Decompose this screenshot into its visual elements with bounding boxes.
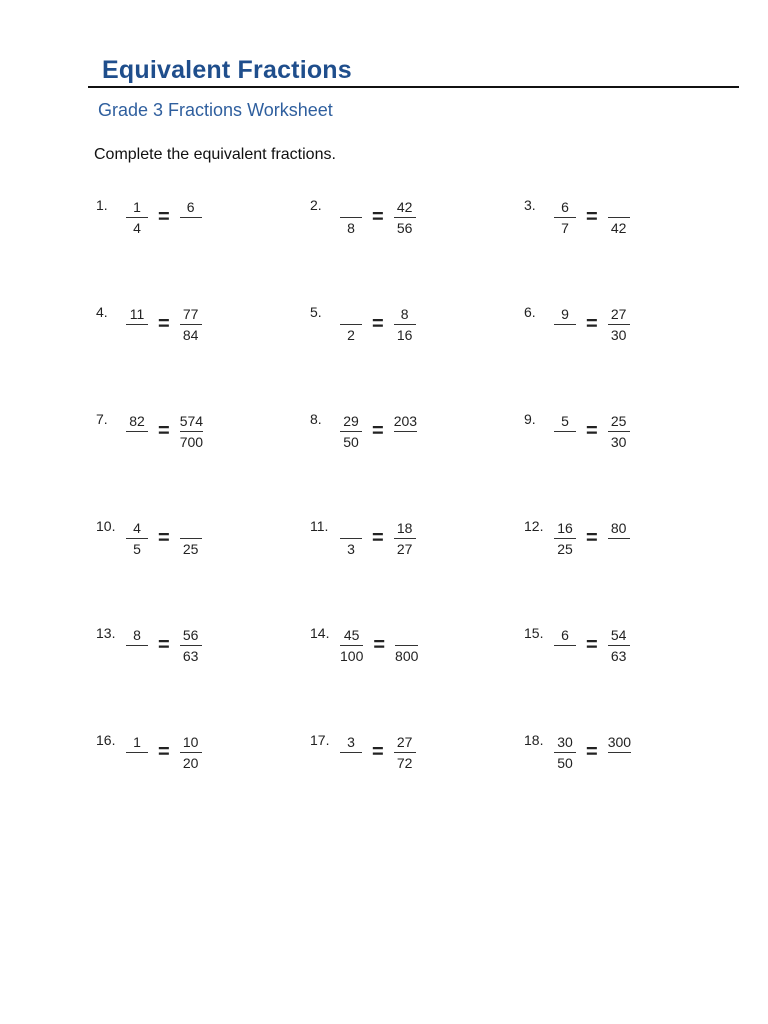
fraction xyxy=(606,198,632,237)
fraction-bar xyxy=(394,752,416,753)
denominator: 30 xyxy=(610,326,627,343)
problem-number: 4. xyxy=(96,304,108,320)
numerator xyxy=(613,198,625,216)
problem-number: 16. xyxy=(96,732,116,748)
problem-item xyxy=(310,729,418,775)
equals-sign: = xyxy=(586,741,598,763)
denominator: 30 xyxy=(610,433,627,450)
fraction-bar xyxy=(608,431,630,432)
fraction-bar xyxy=(180,645,202,646)
denominator: 2 xyxy=(347,326,355,343)
numerator: 18 xyxy=(396,519,413,536)
fraction-bar xyxy=(394,217,416,218)
equals-sign: = xyxy=(586,206,598,228)
fraction-bar xyxy=(554,752,576,753)
fraction-bar xyxy=(126,538,148,539)
fraction xyxy=(552,198,578,237)
problem-number: 5. xyxy=(310,304,322,320)
fraction-bar xyxy=(126,645,148,646)
problem-item xyxy=(524,301,632,347)
fraction xyxy=(606,626,632,665)
fraction xyxy=(178,412,205,451)
fraction-bar xyxy=(394,431,417,432)
fraction-bar xyxy=(126,752,148,753)
fraction xyxy=(124,626,150,665)
problem-item xyxy=(96,408,205,454)
equals-sign: = xyxy=(586,420,598,442)
problem-item xyxy=(96,301,204,347)
fraction xyxy=(393,626,420,665)
denominator: 3 xyxy=(347,540,355,557)
denominator xyxy=(559,647,571,665)
denominator xyxy=(131,647,143,665)
fraction xyxy=(338,198,364,237)
problem-item xyxy=(310,622,420,668)
denominator: 42 xyxy=(610,219,627,236)
denominator: 16 xyxy=(396,326,413,343)
fraction-bar xyxy=(180,324,202,325)
fraction xyxy=(124,198,150,237)
fraction xyxy=(338,626,365,665)
equals-sign: = xyxy=(372,206,384,228)
numerator: 203 xyxy=(393,412,418,429)
numerator: 574 xyxy=(179,412,204,429)
fraction xyxy=(606,412,632,451)
fraction xyxy=(392,305,418,344)
denominator: 27 xyxy=(396,540,413,557)
denominator xyxy=(345,754,357,772)
fraction xyxy=(124,412,150,451)
fraction xyxy=(178,626,204,665)
equals-sign: = xyxy=(158,313,170,335)
numerator: 42 xyxy=(396,198,413,215)
problem-number: 13. xyxy=(96,625,116,641)
fraction-bar xyxy=(608,217,630,218)
fraction xyxy=(392,412,419,451)
numerator: 45 xyxy=(343,626,360,643)
equals-sign: = xyxy=(158,420,170,442)
fraction xyxy=(124,733,150,772)
numerator: 54 xyxy=(610,626,627,643)
problem-number: 11. xyxy=(310,518,329,534)
denominator: 25 xyxy=(182,540,199,557)
equals-sign: = xyxy=(158,206,170,228)
fraction xyxy=(606,519,632,558)
numerator: 6 xyxy=(561,626,569,643)
denominator: 72 xyxy=(396,754,413,771)
problem-item xyxy=(96,622,204,668)
denominator xyxy=(185,219,197,237)
fraction-bar xyxy=(394,324,416,325)
fraction xyxy=(552,626,578,665)
numerator: 56 xyxy=(182,626,199,643)
denominator: 8 xyxy=(347,219,355,236)
fraction xyxy=(178,305,204,344)
denominator: 100 xyxy=(340,647,364,664)
fraction xyxy=(392,519,418,558)
fraction-bar xyxy=(395,645,418,646)
fraction-bar xyxy=(126,431,148,432)
numerator: 29 xyxy=(343,412,359,429)
fraction-bar xyxy=(340,752,362,753)
equals-sign: = xyxy=(158,741,170,763)
numerator: 3 xyxy=(347,733,355,750)
numerator xyxy=(401,626,413,644)
problem-item xyxy=(96,194,204,240)
numerator xyxy=(345,305,357,323)
numerator: 25 xyxy=(610,412,627,429)
fraction-bar xyxy=(126,217,148,218)
denominator xyxy=(559,326,571,344)
fraction-bar xyxy=(608,538,630,539)
denominator: 50 xyxy=(343,433,359,450)
denominator xyxy=(131,433,143,451)
numerator: 6 xyxy=(186,198,195,215)
fraction-bar xyxy=(554,217,576,218)
problem-number: 2. xyxy=(310,197,322,213)
problem-item xyxy=(524,729,633,775)
fraction-bar xyxy=(608,324,630,325)
numerator xyxy=(345,198,357,216)
numerator: 9 xyxy=(561,305,569,322)
problem-number: 1. xyxy=(96,197,108,213)
fraction-bar xyxy=(180,538,202,539)
problem-item xyxy=(310,408,419,454)
fraction xyxy=(124,519,150,558)
problem-number: 17. xyxy=(310,732,330,748)
problem-item xyxy=(310,194,418,240)
numerator: 4 xyxy=(133,519,141,536)
fraction-bar xyxy=(608,752,631,753)
fraction xyxy=(552,305,578,344)
fraction xyxy=(178,519,204,558)
equals-sign: = xyxy=(372,313,384,335)
fraction xyxy=(552,733,578,772)
problem-item xyxy=(524,622,632,668)
problem-number: 9. xyxy=(524,411,536,427)
fraction-bar xyxy=(394,538,416,539)
problem-item xyxy=(524,194,632,240)
fraction xyxy=(124,305,150,344)
problem-number: 7. xyxy=(96,411,108,427)
fraction-bar xyxy=(340,645,363,646)
fraction-bar xyxy=(180,217,202,218)
denominator: 800 xyxy=(395,647,419,664)
fraction xyxy=(178,198,204,237)
numerator: 30 xyxy=(557,733,573,750)
problem-item xyxy=(96,515,204,561)
problem-number: 6. xyxy=(524,304,536,320)
numerator: 10 xyxy=(182,733,199,750)
denominator xyxy=(613,540,625,558)
fraction xyxy=(552,412,578,451)
fraction xyxy=(178,733,204,772)
denominator: 700 xyxy=(179,433,204,450)
numerator: 27 xyxy=(610,305,627,322)
equals-sign: = xyxy=(586,313,598,335)
problem-number: 12. xyxy=(524,518,544,534)
fraction-bar xyxy=(340,324,362,325)
fraction-bar xyxy=(554,431,576,432)
equals-sign: = xyxy=(372,741,384,763)
fraction xyxy=(338,519,364,558)
denominator: 56 xyxy=(396,219,413,236)
numerator: 300 xyxy=(607,733,632,750)
denominator: 20 xyxy=(182,754,199,771)
denominator xyxy=(131,754,143,772)
fraction xyxy=(606,305,632,344)
equals-sign: = xyxy=(158,634,170,656)
equals-sign: = xyxy=(372,420,384,442)
denominator: 84 xyxy=(182,326,199,343)
denominator xyxy=(131,326,143,344)
fraction xyxy=(606,733,633,772)
fraction xyxy=(338,733,364,772)
problem-number: 3. xyxy=(524,197,536,213)
worksheet-subtitle: Grade 3 Fractions Worksheet xyxy=(98,100,333,120)
denominator: 7 xyxy=(561,219,569,236)
fraction xyxy=(392,733,418,772)
fraction xyxy=(552,519,578,558)
problem-number: 18. xyxy=(524,732,544,748)
numerator: 11 xyxy=(129,305,145,322)
fraction xyxy=(338,305,364,344)
title-divider xyxy=(88,86,739,88)
numerator: 1 xyxy=(133,198,141,215)
problem-number: 8. xyxy=(310,411,322,427)
numerator: 27 xyxy=(396,733,413,750)
problem-item xyxy=(524,515,632,561)
numerator xyxy=(185,519,197,537)
denominator: 4 xyxy=(133,219,141,236)
fraction-bar xyxy=(554,324,576,325)
equals-sign: = xyxy=(158,527,170,549)
denominator xyxy=(613,754,625,772)
equals-sign: = xyxy=(586,634,598,656)
numerator: 5 xyxy=(561,412,569,429)
fraction-bar xyxy=(180,431,203,432)
fraction-bar xyxy=(554,645,576,646)
numerator: 82 xyxy=(129,412,145,429)
problem-item xyxy=(524,408,632,454)
problem-item xyxy=(96,729,204,775)
fraction xyxy=(392,198,418,237)
numerator: 6 xyxy=(561,198,569,215)
equals-sign: = xyxy=(586,527,598,549)
numerator: 80 xyxy=(610,519,627,536)
fraction-bar xyxy=(180,752,202,753)
equals-sign: = xyxy=(372,527,384,549)
numerator: 8 xyxy=(400,305,409,322)
numerator: 77 xyxy=(182,305,199,322)
denominator: 25 xyxy=(557,540,573,557)
problem-item xyxy=(310,301,418,347)
problem-number: 15. xyxy=(524,625,544,641)
equals-sign: = xyxy=(373,634,386,656)
problem-number: 10. xyxy=(96,518,116,534)
page-title: Equivalent Fractions xyxy=(102,56,352,84)
fraction-bar xyxy=(608,645,630,646)
denominator xyxy=(399,433,411,451)
problem-number: 14. xyxy=(310,625,330,641)
numerator xyxy=(345,519,357,537)
fraction-bar xyxy=(340,538,362,539)
numerator: 16 xyxy=(557,519,573,536)
fraction-bar xyxy=(126,324,148,325)
numerator: 8 xyxy=(133,626,141,643)
problem-item xyxy=(310,515,418,561)
denominator: 63 xyxy=(182,647,199,664)
numerator: 1 xyxy=(133,733,141,750)
denominator: 50 xyxy=(557,754,573,771)
fraction-bar xyxy=(340,431,362,432)
denominator: 63 xyxy=(610,647,627,664)
fraction-bar xyxy=(554,538,576,539)
fraction xyxy=(338,412,364,451)
instructions: Complete the equivalent fractions. xyxy=(94,146,336,163)
denominator: 5 xyxy=(133,540,141,557)
fraction-bar xyxy=(340,217,362,218)
denominator xyxy=(559,433,571,451)
